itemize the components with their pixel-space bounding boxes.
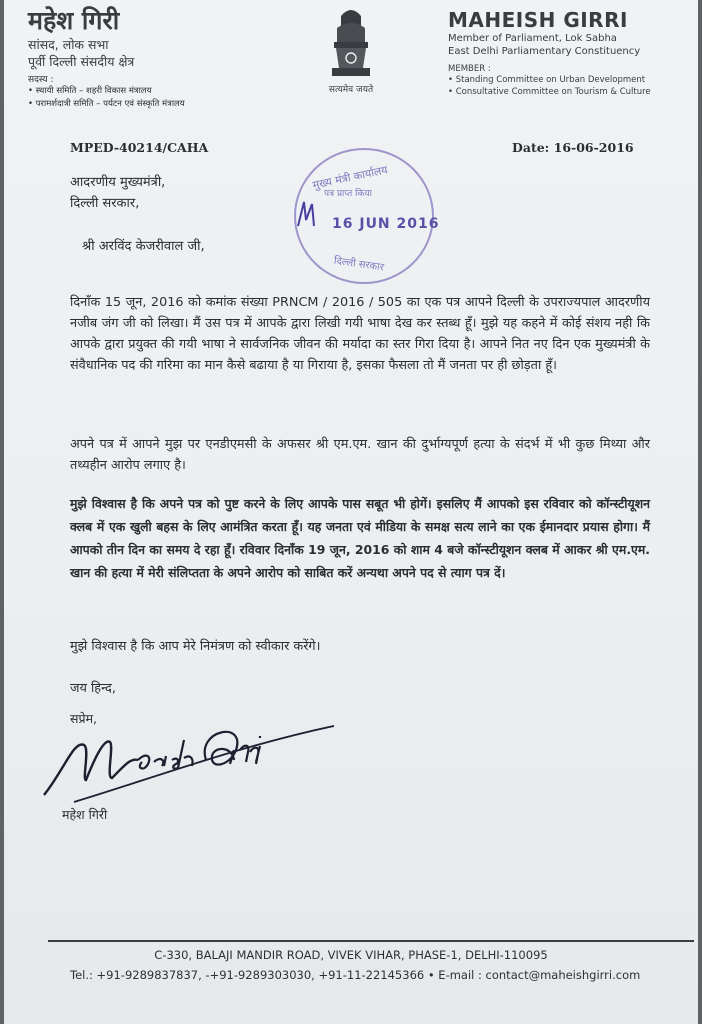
sender-constituency-english: East Delhi Parliamentary Constituency (448, 46, 641, 57)
emblem-motto: सत्यमेव जयते (328, 85, 374, 95)
member-committee-1-english: • Standing Committee on Urban Development (448, 75, 646, 85)
handwritten-signature-icon (34, 700, 334, 810)
addressee-line-1: आदरणीय मुख्यमंत्री, (70, 175, 166, 190)
sender-title-english: Member of Parliament, Lok Sabha (448, 33, 617, 44)
paragraph-2: अपने पत्र में आपने मुझ पर एनडीएमसी के अफसर श्री एम.एम. खान की दुर्भाग्यपूर्ण हत्या के संदर्भ में भी कुछ मिथ्या और तथ्यहीन आरोप लगाए है। (70, 437, 650, 473)
sender-title-hindi: सांसद, लोक सभा (28, 37, 109, 52)
letter-date: Date: 16-06-2016 (512, 140, 634, 155)
closing: सप्रेम, (70, 711, 98, 726)
stamp-date: 16 JUN 2016 (332, 216, 440, 232)
stamp-office: मुख्य मंत्री कार्यालय (311, 163, 389, 192)
footer-contact: Tel.: +91-9289837837, -+91-9289303030, +91-11-22145366 • E-mail : contact@maheishgirri.com (70, 968, 641, 982)
member-committee-2-english: • Consultative Committee on Tourism & Culture (448, 87, 651, 97)
paragraph-4: मुझे विश्वास है कि आप मेरे निमंत्रण को स्वीकार करेंगे। (70, 639, 321, 654)
member-label-hindi: सदस्य : (28, 75, 54, 85)
header-left (28, 6, 288, 111)
national-emblem (316, 6, 386, 106)
stamp-government: दिल्ली सरकार (333, 255, 385, 274)
member-committee-2-hindi: • परामर्शदात्री समिति – पर्यटन एवं संस्कृति मंत्रालय (28, 99, 185, 109)
addressee-line-2: दिल्ली सरकार, (70, 196, 140, 211)
paragraph-3: मुझे विश्वास है कि अपने पत्र को पुष्ट करने के लिए आपके पास सबूत भी होगें। इसलिए मैं आपको इस रविवार को कॉन्स्टीयूशन क्लब में एक खुली बहस के लिए आमंत्रित करता हूँ। यह जनता एवं मीडिया के समक्ष सत्य लाने का एक ईमानदार प्रयास होगा। मैं आपको तीन दिन का समय दे रहा हूँ। रविवार दिनाँक 19 जून, 2016 को शाम 4 बजे कॉन्स्टीयूशन क्लब में आकर श्री एम.एम. खान की हत्या में मेरी संलिप्तता के अपने आरोप को साबित करें अन्यथा अपने पद से त्याग पत्र दें। (70, 496, 650, 580)
received-stamp (288, 146, 440, 290)
sender-name-english: MAHEISH GIRRI (448, 8, 628, 32)
footer-address: C-330, BALAJI MANDIR ROAD, VIVEK VIHAR, PHASE-1, DELHI-110095 (154, 948, 548, 962)
paragraph-1: दिनाँक 15 जून, 2016 को कमांक संख्या PRNCM / 2016 / 505 का एक पत्र आपने दिल्ली के उपराज्यपाल आदरणीय नजीब जंग जी को लिखा। मैं उस पत्र में आपके द्वारा लिखी गयी भाषा देख कर स्तब्ध हूँ। मुझे यह कहने में कोई संशय नही कि आपके द्वारा प्रयुक्त की गयी भाषा ने सार्वजनिक जीवन की मर्यादा का स्तर गिरा दिया है। आपने नित नए दिन एक मुख्यमंत्री के संवैधानिक पद की गरिमा का मान कैसे बढाया है या गिराया है, इसका फैसला तो मैं जनता पर ही छोड़ता हूँ। (70, 295, 650, 373)
addressee (70, 172, 165, 214)
stamp-received: पत्र प्राप्त किया (324, 189, 372, 199)
header-right (448, 8, 688, 98)
lion-capital-icon (326, 6, 376, 80)
stamp-initials-icon (292, 196, 332, 236)
signatory-name: महेश गिरी (62, 807, 108, 822)
footer-divider (48, 940, 694, 942)
reference-number: MPED-40214/CAHA (70, 140, 209, 155)
member-label-english: MEMBER : (448, 64, 491, 74)
paragraph-5: जय हिन्द, (70, 681, 116, 696)
member-committee-1-hindi: • स्थायी समिति – शहरी विकास मंत्रालय (28, 86, 152, 96)
sender-name-hindi: महेश गिरी (28, 6, 120, 35)
salutation: श्री अरविंद केजरीवाल जी, (82, 239, 205, 254)
letter-sheet (4, 0, 698, 1024)
sender-constituency-hindi: पूर्वी दिल्ली संसदीय क्षेत्र (28, 54, 135, 69)
